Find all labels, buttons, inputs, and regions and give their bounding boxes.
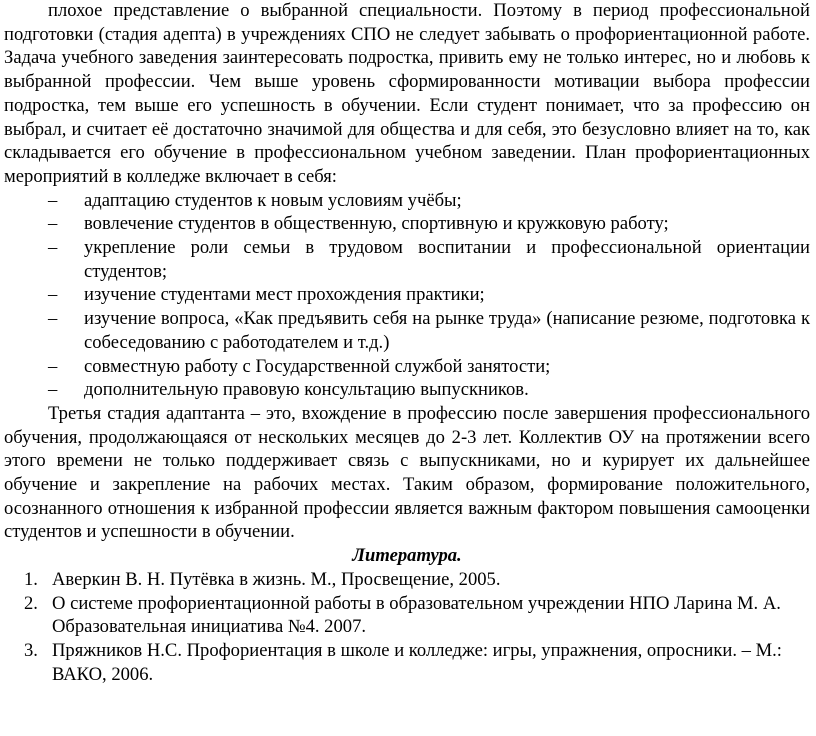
dash-bullet: – <box>48 284 58 306</box>
literature-heading: Литература. <box>352 545 462 567</box>
plan-list <box>4 189 810 402</box>
list-item <box>4 283 810 307</box>
dash-bullet: – <box>48 213 58 235</box>
reference-number: 2. <box>24 592 38 614</box>
reference-number: 3. <box>24 639 38 661</box>
dash-bullet: – <box>48 355 58 377</box>
reference-text: Пряжников Н.С. Профориентация в школе и колледже: игры, упражнения, опросники. – М.: ВАКО, 2006. <box>52 639 782 685</box>
list-item <box>4 236 810 283</box>
dash-bullet: – <box>48 308 58 330</box>
reference-list <box>4 568 810 687</box>
list-item-text: изучение студентами мест прохождения практики; <box>84 284 485 306</box>
list-item-text: укрепление роли семьи в трудовом воспитании и профессиональной ориентации студентов; <box>84 237 810 282</box>
list-item <box>4 189 810 213</box>
list-item-text: изучение вопроса, «Как предъявить себя на рынке труда» (написание резюме, подготовка к собеседованию с работодателем и т.д.) <box>84 308 810 353</box>
list-item-text: вовлечение студентов в общественную, спортивную и кружковую работу; <box>84 213 669 235</box>
intro-paragraph: плохое представление о выбранной специальности. Поэтому в период профессиональной подготовки (стадия адепта) в учреждениях СПО не следует забывать о профориентационной работе. Задача учебного заведения заинтересовать подростка, привить ему не только интерес, но и любовь к выбранной профессии. Чем выше уровень сформированности мотивации выбора профессии подростка, тем выше его успешность в обучении. Если студент понимает, что за профессию он выбрал, и считает её достаточно значимой для общества и для себя, это безусловно влияет на то, как складывается его обучение в профессиональном учебном заведении. План профориентационных мероприятий в колледже включает в себя: <box>4 0 810 187</box>
list-item-text: дополнительную правовую консультацию выпускников. <box>84 379 529 401</box>
third-stage-paragraph: Третья стадия адаптанта – это, вхождение в профессию после завершения профессионального обучения, продолжающаяся от нескольких месяцев до 2-3 лет. Коллектив ОУ на протяжении всего этого времени не только поддерживает связь с выпускниками, но и курирует их дальнейшее обучение и закрепление на рабочих местах. Таким образом, формирование положительного, осознанного отношения к избранной профессии является важным фактором повышения самооценки студентов и успешности в обучении. <box>4 402 810 543</box>
list-item <box>4 355 810 379</box>
list-item-text: адаптацию студентов к новым условиям учёбы; <box>84 189 462 211</box>
list-item <box>4 307 810 354</box>
list-item <box>4 212 810 236</box>
list-item-text: совместную работу с Государственной службой занятости; <box>84 355 551 377</box>
dash-bullet: – <box>48 237 58 259</box>
reference-number: 1. <box>24 568 38 590</box>
reference-text: О системе профориентационной работы в образовательном учреждении НПО Ларина М. А. Образовательная инициатива №4. 2007. <box>52 592 781 638</box>
list-item <box>4 378 810 402</box>
dash-bullet: – <box>48 189 58 211</box>
reference-item <box>4 639 810 686</box>
reference-item <box>4 568 810 592</box>
reference-item <box>4 592 810 639</box>
reference-text: Аверкин В. Н. Путёвка в жизнь. М., Просвещение, 2005. <box>52 568 501 590</box>
dash-bullet: – <box>48 379 58 401</box>
